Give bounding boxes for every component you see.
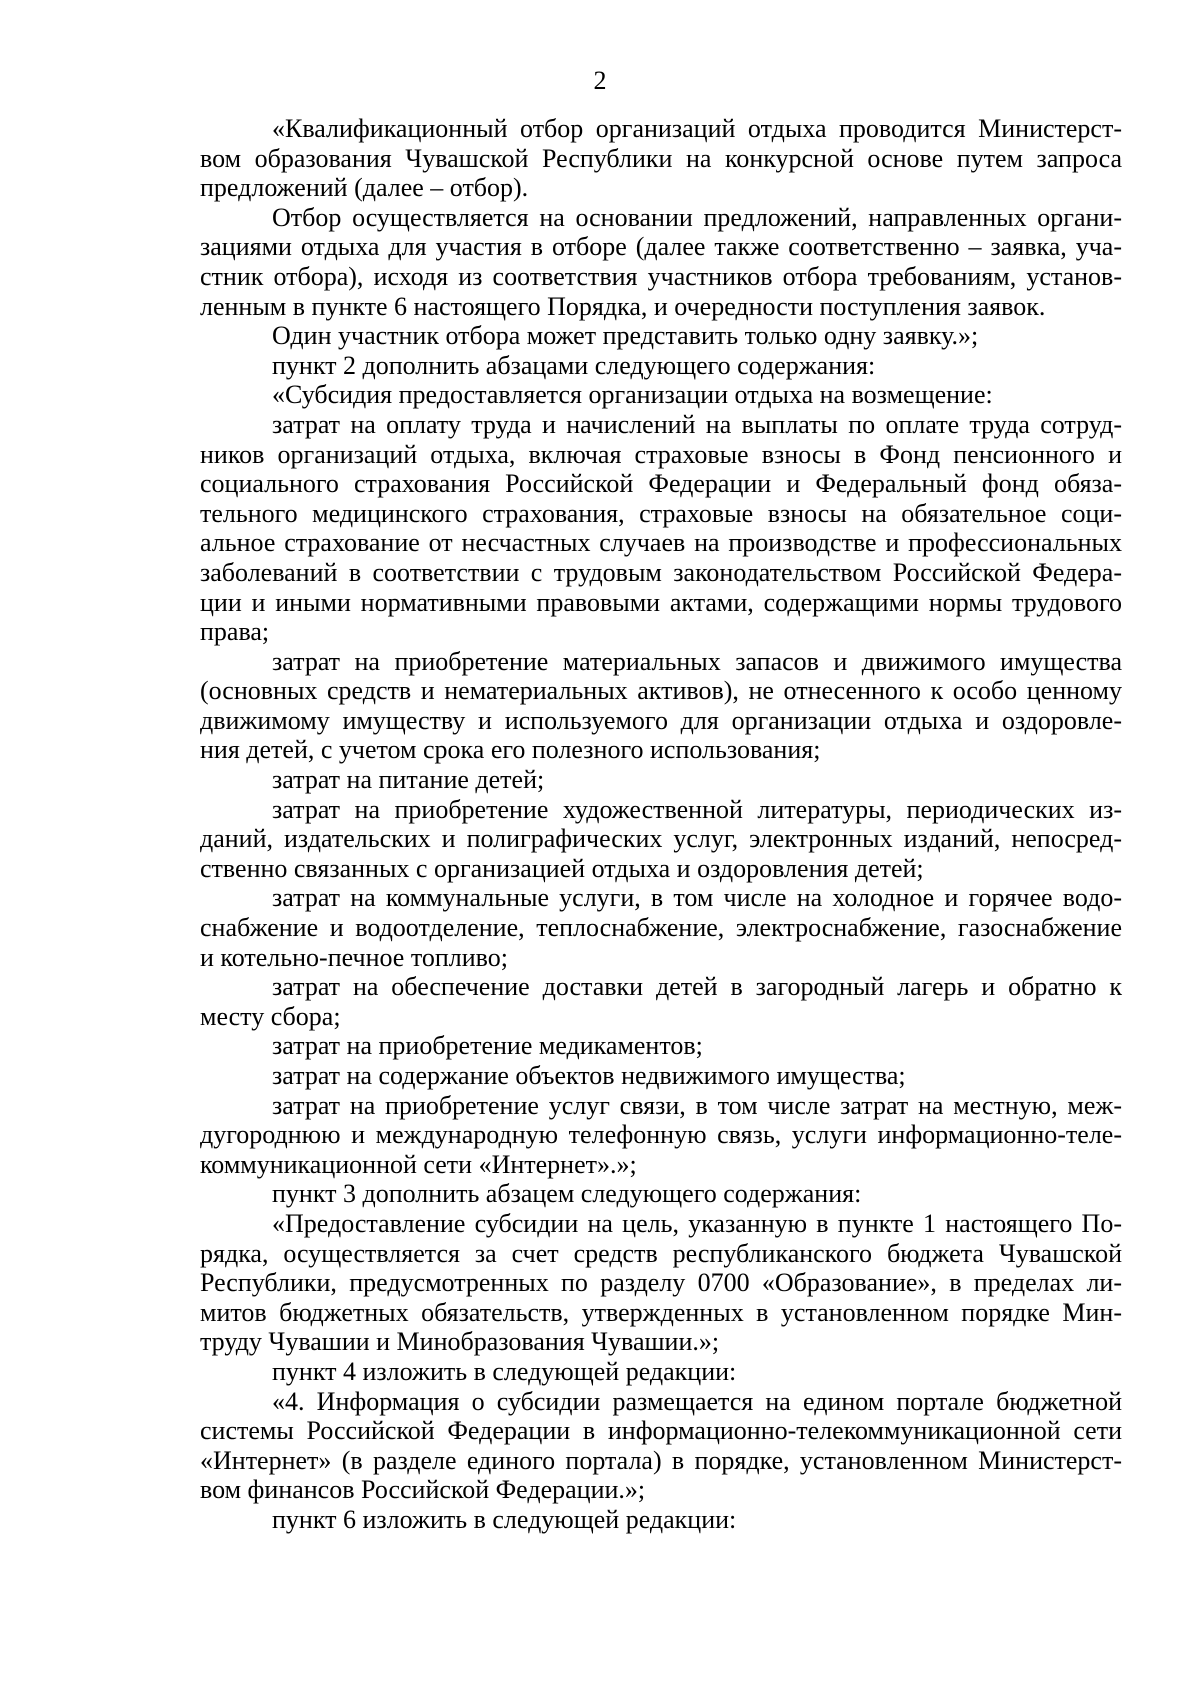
text-line: ленным в пункте 6 настоящего Порядка, и очередности поступления заявок. (200, 291, 1046, 321)
text-line: «Интернет» (в разделе единого портала) в порядке, установленном Министерст- (200, 1445, 1122, 1475)
text-line: дугороднюю и международную телефонную связь, услуги информационно-теле- (200, 1120, 1122, 1150)
paragraph (200, 380, 1122, 410)
text-line: Один участник отбора может представить только одну заявку.»; (272, 321, 979, 351)
text-line: предложений (далее – отбор). (200, 173, 529, 203)
text-line: движимому имуществу и используемого для организации отдыха и оздоровле- (200, 705, 1122, 735)
paragraph (200, 321, 1122, 351)
text-line: затрат на приобретение медикаментов; (272, 1031, 703, 1061)
text-line: пункт 4 изложить в следующей редакции: (272, 1356, 737, 1386)
text-line: альное страхование от несчастных случаев на производстве и профессиональных (200, 528, 1122, 558)
text-line: тельного медицинского страхования, страховые взносы на обязательное соци- (200, 498, 1122, 528)
text-line: «Квалификационный отбор организаций отдыха проводится Министерст- (272, 114, 1122, 143)
text-line: пункт 3 дополнить абзацем следующего содержания: (272, 1179, 862, 1209)
paragraph (200, 203, 1122, 321)
text-line: затрат на приобретение художественной литературы, периодических из- (272, 794, 1122, 824)
text-line: затрат на коммунальные услуги, в том числе на холодное и горячее водо- (272, 883, 1122, 913)
text-line: месту сбора; (200, 1001, 341, 1031)
paragraph (200, 795, 1122, 884)
text-line: рядка, осуществляется за счет средств республиканского бюджета Чувашской (200, 1238, 1122, 1268)
paragraph (200, 1061, 1122, 1091)
text-line: пункт 6 изложить в следующей редакции: (272, 1504, 737, 1534)
text-line: ников организаций отдыха, включая страховые взносы в Фонд пенсионного и (200, 439, 1122, 469)
paragraph (200, 1505, 1122, 1535)
paragraph (200, 972, 1122, 1031)
text-line: вом образования Чувашской Республики на конкурсной основе путем запроса (200, 143, 1122, 173)
paragraph (200, 1031, 1122, 1061)
text-line: стник отбора), исходя из соответствия участников отбора требованиям, установ- (200, 261, 1122, 291)
text-line: зациями отдыха для участия в отборе (далее также соответственно – заявка, уча- (200, 232, 1122, 262)
text-line: заболеваний в соответствии с трудовым законодательством Российской Федера- (200, 557, 1122, 587)
text-line: ственно связанных с организацией отдыха и оздоровления детей; (200, 853, 924, 883)
text-line: социального страхования Российской Федерации и Федеральный фонд обяза- (200, 469, 1122, 499)
text-line: затрат на приобретение услуг связи, в том числе затрат на местную, меж- (272, 1090, 1122, 1120)
text-line: «Предоставление субсидии на цель, указанную в пункте 1 настоящего По- (272, 1208, 1122, 1238)
text-line: вом финансов Российской Федерации.»; (200, 1475, 646, 1505)
paragraph (200, 1209, 1122, 1357)
document-body (200, 114, 1122, 1535)
paragraph (200, 765, 1122, 795)
text-line: труду Чувашии и Минобразования Чувашии.»; (200, 1327, 720, 1357)
paragraph (200, 647, 1122, 765)
text-line: «4. Информация о субсидии размещается на едином портале бюджетной (272, 1386, 1122, 1416)
text-line: даний, издательских и полиграфических услуг, электронных изданий, непосред- (200, 824, 1122, 854)
paragraph (200, 1091, 1122, 1180)
text-line: затрат на приобретение материальных запасов и движимого имущества (272, 646, 1122, 676)
paragraph (200, 114, 1122, 203)
text-line: затрат на питание детей; (272, 765, 545, 795)
text-line: коммуникационной сети «Интернет».»; (200, 1149, 637, 1179)
text-line: ции и иными нормативными правовыми актами, содержащими нормы трудового (200, 587, 1122, 617)
text-line: права; (200, 617, 270, 647)
text-line: затрат на обеспечение доставки детей в загородный лагерь и обратно к (272, 972, 1122, 1002)
text-line: «Субсидия предоставляется организации отдыха на возмещение: (272, 380, 993, 410)
text-line: Отбор осуществляется на основании предложений, направленных органи- (272, 202, 1122, 232)
paragraph (200, 1387, 1122, 1505)
text-line: затрат на оплату труда и начислений на выплаты по оплате труда сотруд- (272, 409, 1122, 439)
paragraph (200, 883, 1122, 972)
text-line: пункт 2 дополнить абзацами следующего содержания: (272, 350, 876, 380)
paragraph (200, 351, 1122, 381)
paragraph (200, 1357, 1122, 1387)
text-line: ния детей, с учетом срока его полезного использования; (200, 735, 821, 765)
text-line: и котельно-печное топливо; (200, 942, 508, 972)
text-line: Республики, предусмотренных по разделу 0700 «Образование», в пределах ли- (200, 1268, 1122, 1298)
page-number: 2 (593, 66, 607, 95)
text-line: митов бюджетных обязательств, утвержденных в установленном порядке Мин- (200, 1297, 1122, 1327)
text-line: (основных средств и нематериальных активов), не отнесенного к особо ценному (200, 676, 1122, 706)
text-line: затрат на содержание объектов недвижимого имущества; (272, 1061, 906, 1090)
text-line: снабжение и водоотделение, теплоснабжение, электроснабжение, газоснабжение (200, 913, 1122, 943)
paragraph (200, 1179, 1122, 1209)
text-line: системы Российской Федерации в информационно-телекоммуникационной сети (200, 1416, 1122, 1446)
paragraph (200, 410, 1122, 647)
